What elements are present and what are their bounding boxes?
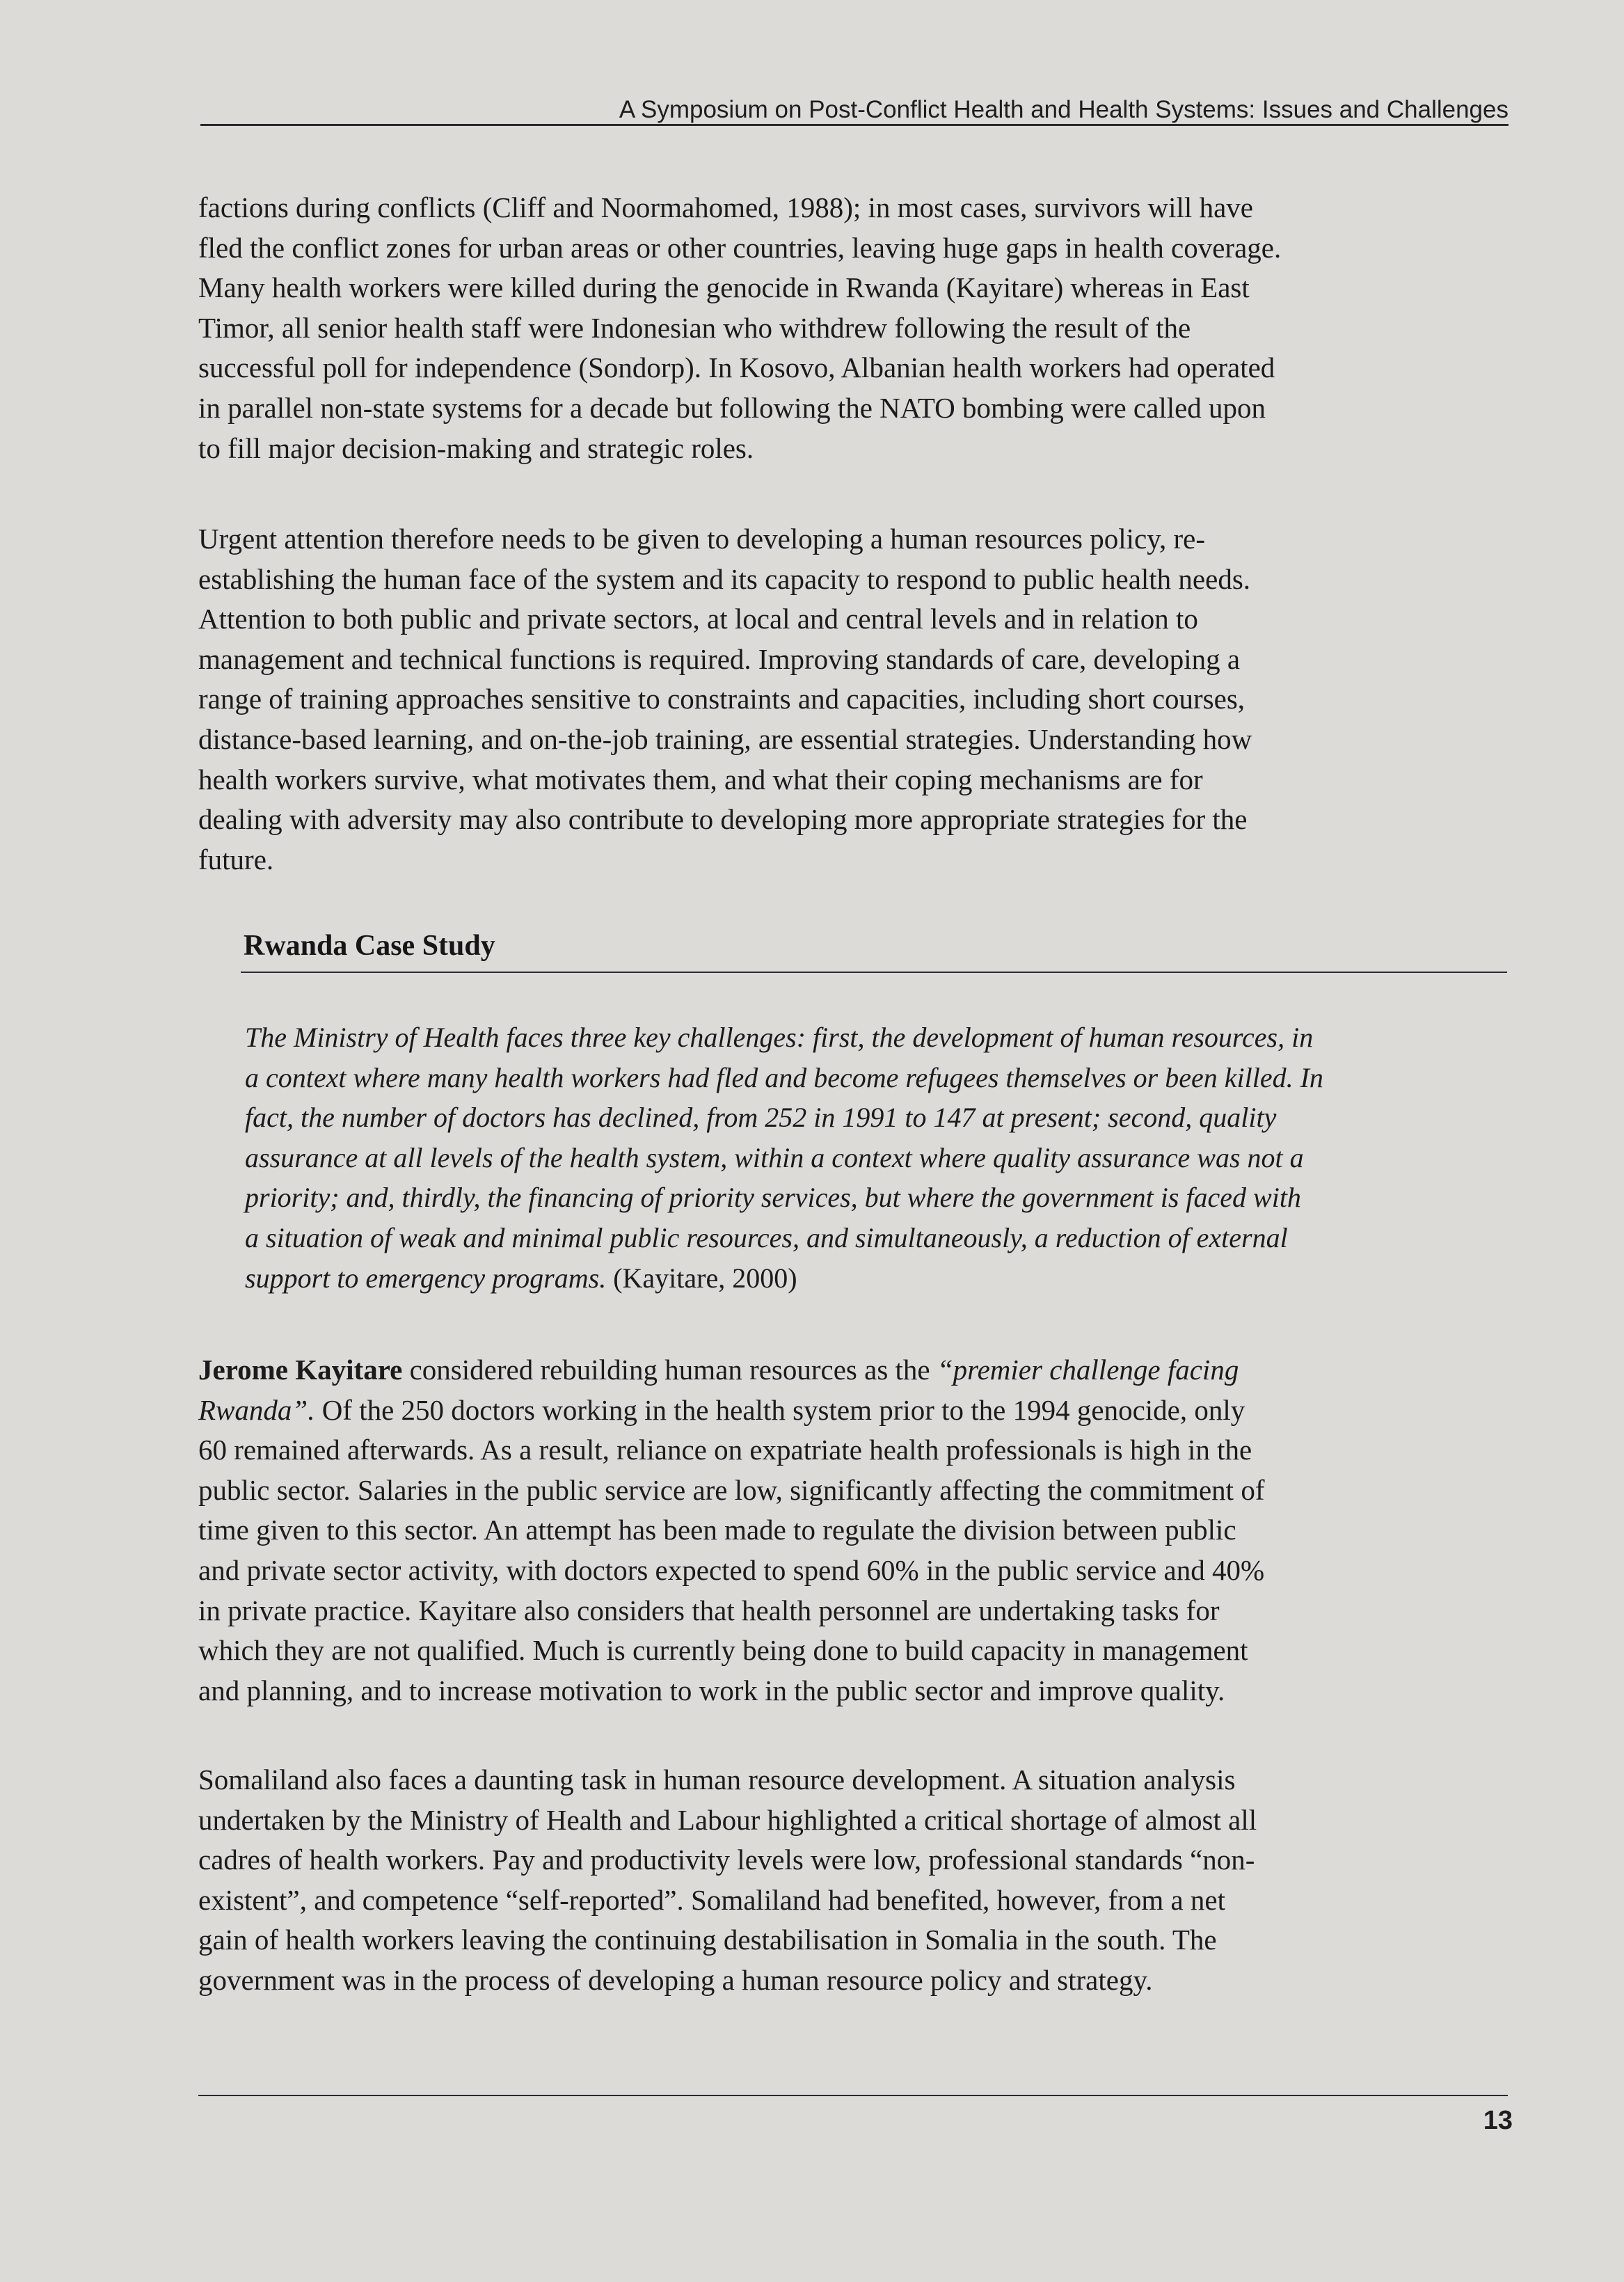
text-line: Urgent attention therefore needs to be given to developing a human resources policy, re- [198, 523, 1206, 555]
text-line: public sector. Salaries in the public service are low, significantly affecting the commitment of [198, 1473, 1265, 1506]
text-line: factions during conflicts (Cliff and Noormahomed, 1988); in most cases, survivors will have [198, 191, 1253, 223]
quote-citation: (Kayitare, 2000) [606, 1262, 797, 1294]
text-line: fled the conflict zones for urban areas or other countries, leaving huge gaps in health coverage. [198, 231, 1282, 264]
quote-line: assurance at all levels of the health system, within a context where quality assurance was not a [245, 1141, 1304, 1173]
quote-line [245, 1258, 1525, 1299]
text-line: to fill major decision-making and strategic roles. [198, 431, 754, 464]
text-line: which they are not qualified. Much is currently being done to build capacity in management [198, 1634, 1248, 1667]
paragraph-conflict-health-workers [198, 188, 1520, 468]
text-line: range of training approaches sensitive to constraints and capacities, including short courses, [198, 683, 1245, 715]
text-line: cadres of health workers. Pay and productivity levels were low, professional standards “non- [198, 1844, 1255, 1876]
text-line [198, 1390, 1520, 1431]
quote-line: a situation of weak and minimal public resources, and simultaneously, a reduction of external [245, 1221, 1288, 1253]
paragraph-somaliland [198, 1760, 1520, 2001]
text-line: successful poll for independence (Sondorp). In Kosovo, Albanian health workers had operated [198, 351, 1275, 384]
quote-line: priority; and, thirdly, the financing of priority services, but where the government is faced with [245, 1182, 1301, 1214]
text-line: existent”, and competence “self-reported”. Somaliland had benefited, however, from a net [198, 1883, 1226, 1916]
quote-last-line: support to emergency programs. [245, 1262, 607, 1294]
case-study-heading: Rwanda Case Study [244, 930, 495, 962]
page-number: 13 [1483, 2106, 1513, 2135]
text-fragment: considered rebuilding human resources as the [402, 1354, 937, 1386]
footer-divider [198, 2095, 1508, 2096]
text-line: Somaliland also faces a daunting task in human resource development. A situation analysis [198, 1764, 1236, 1796]
text-line: dealing with adversity may also contribute to developing more appropriate strategies for the [198, 803, 1248, 836]
text-line [198, 1350, 1520, 1390]
running-header: A Symposium on Post-Conflict Health and Health Systems: Issues and Challenges [619, 96, 1508, 123]
text-line: government was in the process of developing a human resource policy and strategy. [198, 1963, 1153, 1996]
text-line: management and technical functions is required. Improving standards of care, developing a [198, 642, 1241, 675]
text-line: in private practice. Kayitare also considers that health personnel are undertaking tasks for [198, 1594, 1220, 1626]
case-study-divider [241, 972, 1507, 973]
header-divider [200, 124, 1508, 126]
text-line: future. [198, 843, 274, 875]
quoted-phrase: Rwanda”. [198, 1393, 315, 1426]
quote-line: fact, the number of doctors has declined, from 252 in 1991 to 147 at present; second, quality [245, 1102, 1277, 1134]
text-line: and planning, and to increase motivation to work in the public sector and improve quality. [198, 1674, 1225, 1706]
text-fragment: Of the 250 doctors working in the health system prior to the 1994 genocide, only [315, 1393, 1245, 1426]
text-line: Attention to both public and private sectors, at local and central levels and in relation to [198, 603, 1198, 635]
text-line: Many health workers were killed during the genocide in Rwanda (Kayitare) whereas in East [198, 271, 1250, 304]
paragraph-kayitare [198, 1350, 1520, 1711]
text-line: and private sector activity, with doctors expected to spend 60% in the public service and 40% [198, 1553, 1265, 1586]
text-line: in parallel non-state systems for a decade but following the NATO bombing were called upon [198, 391, 1266, 424]
text-line: health workers survive, what motivates them, and what their coping mechanisms are for [198, 763, 1203, 795]
quote-line: a context where many health workers had fled and become refugees themselves or been killed. In [245, 1061, 1323, 1093]
text-line: 60 remained afterwards. As a result, reliance on expatriate health professionals is high in the [198, 1434, 1252, 1466]
quote-line: The Ministry of Health faces three key challenges: first, the development of human resources, in [245, 1022, 1314, 1053]
text-line: Timor, all senior health staff were Indonesian who withdrew following the result of the [198, 311, 1191, 344]
text-line: undertaken by the Ministry of Health and Labour highlighted a critical shortage of almost all [198, 1803, 1257, 1836]
text-line: time given to this sector. An attempt has been made to regulate the division between public [198, 1514, 1236, 1546]
paragraph-human-resources-policy [198, 519, 1520, 880]
text-line: distance-based learning, and on-the-job training, are essential strategies. Understanding how [198, 722, 1252, 755]
text-line: establishing the human face of the system and its capacity to respond to public health needs. [198, 562, 1251, 595]
person-name: Jerome Kayitare [198, 1354, 403, 1386]
text-line: gain of health workers leaving the continuing destabilisation in Somalia in the south. The [198, 1924, 1217, 1956]
quoted-phrase: “premier challenge facing [937, 1354, 1239, 1386]
case-study-quote [245, 1017, 1525, 1298]
